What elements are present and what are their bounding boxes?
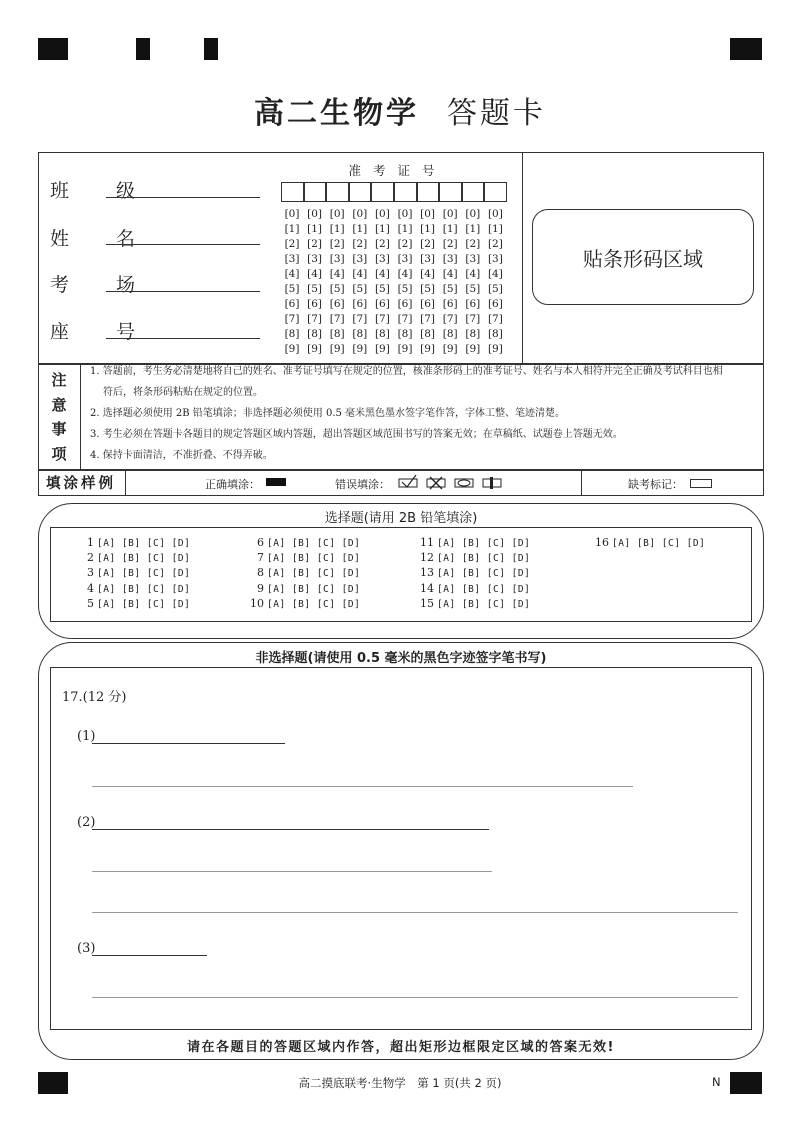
exam-id-digit-bubble[interactable]: [7] [442, 313, 458, 325]
exam-id-digit-box[interactable] [371, 182, 394, 202]
exam-id-digit-bubble[interactable]: [0] [352, 208, 368, 220]
notice-item: 3. 考生必须在答题卡各题目的规定答题区域内答题，超出答题区域范围书写的答案无效；在草稿纸、试题卷上答题无效。 [90, 429, 623, 440]
notice-item: 符后，将条形码粘贴在规定的位置。 [103, 387, 263, 398]
correct-fill-label: 正确填涂： [205, 478, 260, 491]
question-number: 7 [257, 551, 264, 565]
answer-bubbles[interactable]: [A] [B] [C] [D] [437, 538, 531, 549]
exam-id-digit-bubble[interactable]: [9] [307, 343, 323, 355]
exam-id-digit-bubble[interactable]: [4] [442, 268, 458, 280]
exam-id-digit-bubble[interactable]: [6] [420, 298, 436, 310]
wrong-fill-check-mark [402, 475, 416, 487]
exam-id-column [371, 207, 393, 357]
exam-id-digit-bubble[interactable]: [6] [329, 298, 345, 310]
notice-item: 2. 选择题必须使用 2B 铅笔填涂；非选择题必须使用 0.5 毫米黑色墨水签字笔作答，字体工整、笔迹清楚。 [90, 408, 566, 419]
question-17-label: 17.(12 分) [62, 690, 127, 705]
exam-id-digit-bubble[interactable]: [5] [442, 283, 458, 295]
exam-id-column [394, 207, 416, 357]
barcode-label: 贴条形码区域 [583, 246, 703, 271]
exam-id-digit-bubble[interactable]: [8] [352, 328, 368, 340]
exam-id-digit-bubble[interactable]: [1] [329, 223, 345, 235]
question-number: 1 [87, 536, 94, 549]
exam-id-digit-bubble[interactable]: [5] [397, 283, 413, 295]
exam-id-digit-bubble[interactable]: [4] [329, 268, 345, 280]
title-sub: 答题卡 [447, 96, 546, 131]
exam-id-digit-box[interactable] [417, 182, 440, 202]
exam-id-digit-bubble[interactable]: [3] [284, 253, 300, 265]
class-label: 班 级 [50, 180, 150, 202]
exam-id-digit-bubble[interactable]: [6] [352, 298, 368, 310]
exam-id-digit-bubble[interactable]: [0] [374, 208, 390, 220]
exam-id-digit-bubble[interactable]: [5] [284, 283, 300, 295]
answer-bubbles[interactable]: [A] [B] [C] [D] [267, 538, 361, 549]
exam-id-digit-bubble[interactable]: [0] [420, 208, 436, 220]
exam-id-digit-bubble[interactable]: [1] [397, 223, 413, 235]
registration-mark [38, 38, 68, 60]
answer-line[interactable] [92, 871, 492, 872]
wrong-fill-label: 错误填涂： [335, 478, 390, 491]
answer-bubbles[interactable]: [A] [B] [C] [D] [97, 568, 191, 580]
question-number: 5 [87, 596, 94, 610]
exam-id-digit-bubble[interactable]: [8] [465, 328, 481, 340]
seat-label: 座 号 [50, 321, 150, 343]
exam-id-digit-bubble[interactable]: [0] [465, 208, 481, 220]
divider [80, 363, 81, 469]
exam-id-column [439, 207, 461, 357]
exam-id-digit-bubble[interactable]: [2] [329, 238, 345, 250]
exam-id-column [484, 207, 506, 357]
exam-id-digit-box[interactable] [304, 182, 327, 202]
exam-id-digit-box[interactable] [484, 182, 507, 202]
exam-id-digit-bubble[interactable]: [9] [442, 343, 458, 355]
exam-id-digit-bubble[interactable]: [7] [329, 313, 345, 325]
exam-id-digit-bubble[interactable]: [1] [374, 223, 390, 235]
exam-id-digit-bubble[interactable]: [3] [397, 253, 413, 265]
exam-id-digit-bubble[interactable]: [4] [307, 268, 323, 280]
answer-line[interactable] [92, 997, 738, 998]
class-field[interactable] [106, 197, 260, 198]
divider [125, 469, 126, 495]
exam-id-column [462, 207, 484, 357]
exam-room-label: 考 场 [50, 274, 150, 296]
answer-bubbles[interactable]: [A] [B] [C] [D] [437, 583, 531, 595]
footer-warning: 请在各题目的答题区域内作答，超出矩形边框限定区域的答案无效! [187, 1040, 615, 1055]
exam-id-digit-bubble[interactable]: [3] [420, 253, 436, 265]
answer-bubbles[interactable]: [A] [B] [C] [D] [97, 583, 191, 595]
question-number: 10 [250, 596, 264, 610]
question-number: 9 [257, 581, 264, 595]
exam-id-digit-bubble[interactable]: [2] [442, 238, 458, 250]
exam-id-digit-bubble[interactable]: [1] [465, 223, 481, 235]
notice-item: 4. 保持卡面清洁，不准折叠、不得弄破。 [90, 450, 273, 461]
choice-title: 选择题(请用 2B 铅笔填涂) [324, 511, 478, 526]
exam-id-digit-bubble[interactable]: [5] [420, 283, 436, 295]
exam-id-digit-box[interactable] [281, 182, 304, 202]
name-label: 姓 名 [50, 228, 150, 250]
exam-id-digit-bubble[interactable]: [1] [307, 223, 323, 235]
part-2-answer-line[interactable] [92, 829, 489, 830]
exam-id-digit-bubble[interactable]: [5] [465, 283, 481, 295]
exam-id-digit-bubble[interactable]: [3] [352, 253, 368, 265]
notice-heading: 注 意 事 项 [51, 371, 67, 463]
exam-id-digit-bubble[interactable]: [1] [442, 223, 458, 235]
exam-id-column [349, 207, 371, 357]
page-title [0, 88, 800, 132]
exam-id-digit-bubble[interactable]: [3] [465, 253, 481, 265]
exam-id-digit-bubble[interactable]: [2] [397, 238, 413, 250]
exam-id-digit-bubble[interactable]: [5] [307, 283, 323, 295]
answer-bubbles[interactable]: [A] [B] [C] [D] [267, 598, 361, 610]
choice-question-row [80, 551, 190, 564]
choice-question-row [250, 597, 360, 610]
answer-bubbles[interactable]: [A] [B] [C] [D] [97, 598, 191, 610]
exam-id-digit-bubble[interactable]: [8] [329, 328, 345, 340]
choice-question-row [420, 551, 530, 564]
answer-bubbles[interactable]: [A] [B] [C] [D] [97, 538, 191, 549]
question-number: 2 [87, 551, 94, 565]
exam-id-digit-bubble[interactable]: [5] [352, 283, 368, 295]
exam-id-digit-bubble[interactable]: [3] [307, 253, 323, 265]
registration-mark [730, 38, 762, 60]
choice-question-row [80, 582, 190, 595]
fill-sample-heading: 填涂样例 [46, 476, 116, 492]
question-number: 14 [420, 581, 434, 595]
exam-id-digit-bubble[interactable]: [6] [397, 298, 413, 310]
exam-id-title: 准 考 证 号 [348, 163, 439, 178]
part-2-label: (2) [77, 815, 96, 830]
exam-id-digit-bubble[interactable]: [6] [442, 298, 458, 310]
exam-id-digit-bubble[interactable]: [8] [442, 328, 458, 340]
exam-id-digit-bubble[interactable]: [9] [284, 343, 300, 355]
exam-id-digit-bubble[interactable]: [8] [374, 328, 390, 340]
exam-id-digit-bubble[interactable]: [3] [487, 253, 503, 265]
exam-id-digit-bubble[interactable]: [4] [487, 268, 503, 280]
exam-id-digit-bubble[interactable]: [1] [284, 223, 300, 235]
exam-id-digit-bubble[interactable]: [6] [487, 298, 503, 310]
exam-id-digit-bubble[interactable]: [2] [307, 238, 323, 250]
exam-id-digit-bubble[interactable]: [7] [352, 313, 368, 325]
answer-line[interactable] [92, 786, 633, 787]
exam-id-digit-bubble[interactable]: [4] [397, 268, 413, 280]
exam-id-digit-bubble[interactable]: [7] [397, 313, 413, 325]
choice-question-row [420, 566, 530, 579]
answer-bubbles[interactable]: [A] [B] [C] [D] [437, 568, 531, 580]
question-number: 6 [257, 536, 264, 549]
exam-id-digit-bubble[interactable]: [0] [487, 208, 503, 220]
answer-bubbles[interactable]: [A] [B] [C] [D] [612, 538, 706, 549]
part-1-label: (1) [77, 729, 96, 744]
answer-bubbles[interactable]: [A] [B] [C] [D] [437, 598, 531, 610]
exam-id-digit-bubble[interactable]: [0] [284, 208, 300, 220]
answer-bubbles[interactable]: [A] [B] [C] [D] [267, 553, 361, 565]
exam-id-digit-bubble[interactable]: [7] [307, 313, 323, 325]
exam-id-digit-bubble[interactable]: [1] [487, 223, 503, 235]
exam-id-digit-bubble[interactable]: [2] [465, 238, 481, 250]
wrong-fill-samples [398, 474, 508, 490]
choice-question-row [250, 582, 360, 595]
exam-id-digit-bubble[interactable]: [7] [465, 313, 481, 325]
answer-line[interactable] [92, 912, 738, 913]
exam-id-digit-bubble[interactable]: [5] [487, 283, 503, 295]
wrong-fill-circle-mark [458, 480, 470, 486]
choice-question-row [80, 566, 190, 579]
exam-id-digit-bubble[interactable]: [8] [487, 328, 503, 340]
question-number: 13 [420, 566, 434, 580]
exam-id-digit-bubble[interactable]: [5] [374, 283, 390, 295]
question-number: 11 [420, 536, 434, 549]
choice-question-row [420, 536, 530, 549]
exam-id-column [326, 207, 348, 357]
choice-question-row [80, 597, 190, 610]
divider [522, 152, 523, 364]
exam-id-digit-bubble[interactable]: [9] [352, 343, 368, 355]
exam-id-digit-box[interactable] [439, 182, 462, 202]
exam-id-digit-bubble[interactable]: [9] [465, 343, 481, 355]
answer-bubbles[interactable]: [A] [B] [C] [D] [97, 553, 191, 565]
exam-id-digit-bubble[interactable]: [0] [442, 208, 458, 220]
choice-question-row [420, 582, 530, 595]
wrong-fill-partial-mark [490, 477, 493, 489]
exam-id-digit-bubble[interactable]: [6] [465, 298, 481, 310]
exam-id-digit-bubble[interactable]: [4] [420, 268, 436, 280]
exam-id-digit-bubble[interactable]: [1] [420, 223, 436, 235]
exam-id-digit-bubble[interactable]: [3] [329, 253, 345, 265]
exam-id-digit-bubble[interactable]: [2] [374, 238, 390, 250]
exam-id-digit-bubble[interactable]: [4] [352, 268, 368, 280]
absent-mark-label: 缺考标记： [628, 478, 683, 491]
part-3-label: (3) [77, 941, 96, 956]
exam-id-digit-bubble[interactable]: [4] [374, 268, 390, 280]
answer-bubbles[interactable]: [A] [B] [C] [D] [267, 568, 361, 580]
question-number: 16 [595, 536, 609, 549]
exam-id-digit-bubble[interactable]: [9] [487, 343, 503, 355]
registration-mark [204, 38, 218, 60]
notice-items [90, 361, 755, 466]
exam-id-digit-bubble[interactable]: [8] [284, 328, 300, 340]
exam-id-digit-bubble[interactable]: [2] [284, 238, 300, 250]
exam-id-digit-bubble[interactable]: [0] [397, 208, 413, 220]
exam-id-digit-bubble[interactable]: [6] [284, 298, 300, 310]
choice-question-row [80, 536, 190, 549]
title-main: 高二生物学 [254, 96, 419, 131]
exam-id-column [281, 207, 303, 357]
exam-id-column [304, 207, 326, 357]
question-number: 3 [87, 566, 94, 580]
exam-id-digit-bubble[interactable]: [5] [329, 283, 345, 295]
answer-box [50, 667, 752, 1030]
barcode-area [532, 209, 754, 305]
exam-id-digit-box[interactable] [326, 182, 349, 202]
exam-id-digit-bubble[interactable]: [0] [307, 208, 323, 220]
registration-mark [136, 38, 150, 60]
page-footer: 高二摸底联考·生物学 第 1 页(共 2 页) [298, 1076, 502, 1090]
exam-id-digit-bubble[interactable]: [9] [397, 343, 413, 355]
choice-question-row [250, 566, 360, 579]
part-3-answer-line[interactable] [92, 955, 207, 956]
exam-id-digit-bubble[interactable]: [4] [284, 268, 300, 280]
exam-id-digit-bubble[interactable]: [3] [374, 253, 390, 265]
exam-id-digit-box[interactable] [394, 182, 417, 202]
exam-id-digit-bubble[interactable]: [2] [487, 238, 503, 250]
choice-question-row [595, 536, 705, 549]
exam-id-digit-bubble[interactable]: [9] [420, 343, 436, 355]
choice-question-row [420, 597, 530, 610]
answer-bubbles[interactable]: [A] [B] [C] [D] [267, 583, 361, 595]
exam-id-digit-bubble[interactable]: [1] [352, 223, 368, 235]
exam-id-digit-bubble[interactable]: [8] [420, 328, 436, 340]
seat-field[interactable] [106, 338, 260, 339]
exam-id-digit-bubble[interactable]: [6] [307, 298, 323, 310]
exam-id-digit-bubble[interactable]: [0] [329, 208, 345, 220]
question-number: 12 [420, 551, 434, 565]
exam-id-digit-bubble[interactable]: [8] [397, 328, 413, 340]
exam-id-digit-bubble[interactable]: [8] [307, 328, 323, 340]
footer-letter: N [712, 1075, 721, 1089]
answer-bubbles[interactable]: [A] [B] [C] [D] [437, 553, 531, 565]
exam-id-column [417, 207, 439, 357]
nonchoice-title: 非选择题(请使用 0.5 毫米的黑色字迹签字笔书写) [255, 651, 547, 666]
absent-mark-box[interactable] [690, 479, 712, 488]
exam-id-digit-bubble[interactable]: [9] [374, 343, 390, 355]
exam-id-digit-bubble[interactable]: [2] [352, 238, 368, 250]
exam-id-digit-bubble[interactable]: [7] [374, 313, 390, 325]
exam-id-digit-box[interactable] [462, 182, 485, 202]
name-field[interactable] [106, 244, 260, 245]
exam-id-digit-bubble[interactable]: [7] [420, 313, 436, 325]
exam-id-digit-bubble[interactable]: [4] [465, 268, 481, 280]
exam-id-digit-bubble[interactable]: [3] [442, 253, 458, 265]
exam-id-digit-box[interactable] [349, 182, 372, 202]
part-1-answer-line[interactable] [92, 743, 285, 744]
exam-id-digit-bubble[interactable]: [9] [329, 343, 345, 355]
question-number: 8 [257, 566, 264, 580]
choice-question-row [250, 551, 360, 564]
exam-id-digit-bubble[interactable]: [7] [284, 313, 300, 325]
question-number: 15 [420, 596, 434, 610]
choice-question-row [250, 536, 360, 549]
divider [581, 469, 582, 495]
notice-item: 1. 答题前，考生务必清楚地将自己的姓名、准考证号填写在规定的位置，核准条形码上的准考证号、姓名与本人相符并完全正确及考试科目也相 [90, 366, 723, 377]
exam-id-digit-bubble[interactable]: [6] [374, 298, 390, 310]
exam-id-digit-bubble[interactable]: [2] [420, 238, 436, 250]
exam-room-field[interactable] [106, 291, 260, 292]
correct-fill-sample [266, 478, 286, 486]
exam-id-digit-bubble[interactable]: [7] [487, 313, 503, 325]
question-number: 4 [87, 581, 94, 595]
